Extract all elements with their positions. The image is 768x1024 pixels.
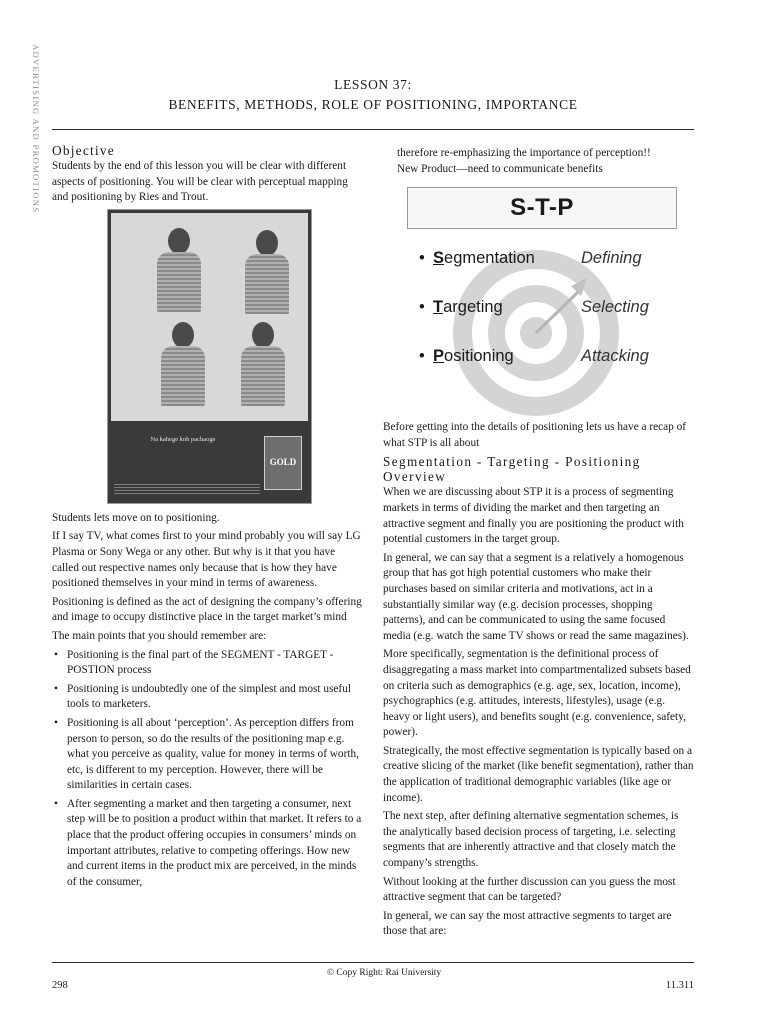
term-initial: P	[433, 347, 445, 366]
left-column	[52, 143, 364, 893]
product-pack-image	[264, 436, 302, 490]
paragraph: Positioning is defined as the act of designing the company’s offering and image to occupy distinctive place in the target market’s mind	[52, 595, 362, 624]
paragraph: Without looking at the further discussion can you guess the most attractive segment that can be targeted?	[383, 875, 676, 904]
lesson-title: BENEFITS, METHODS, ROLE OF POSITIONING, IMPORTANCE	[168, 97, 578, 112]
stp-banner: S-T-P	[407, 187, 677, 229]
list-item: • Positioning is the final part of the SEGMENT - TARGET - POSTION process	[67, 648, 364, 679]
person-figure-3	[152, 314, 214, 406]
stp-row-targeting	[419, 296, 679, 318]
term-initial: S	[433, 249, 445, 268]
stp-row-positioning	[419, 345, 679, 367]
stp-action: Attacking	[581, 347, 649, 366]
header-divider	[52, 129, 694, 130]
paragraph: New Product—need to communicate benefits	[397, 162, 603, 175]
term-initial: T	[433, 298, 444, 317]
course-code: 11.311	[665, 980, 694, 991]
footer-divider	[52, 962, 694, 963]
paragraph: therefore re-emphasizing the importance of perception!!	[397, 147, 651, 159]
objective-heading: Objective	[52, 143, 115, 158]
paragraph: The next step, after defining alternative segmentation schemes, is the analytically based decision process of targeting, i.e. selecting segments that are inherently attractive and that closely match the company’s strengths.	[383, 810, 679, 870]
ad-tagline: Na kahege koh pachaoge	[150, 435, 216, 443]
objective-text: Students by the end of this lesson you will be clear with different aspects of positioning. You will be clear with perceptual mapping and positioning by Ries and Trout.	[52, 160, 348, 204]
stp-term	[433, 247, 535, 269]
paragraph: Strategically, the most effective segmentation is typically based on a creative slicing of the market (like benefit segmentation), rather than the application of traditional demographic variables (like age or income).	[383, 744, 694, 804]
term-rest: egmentation	[444, 249, 535, 268]
paragraph: Students lets move on to positioning.	[52, 511, 220, 524]
right-column	[383, 146, 694, 943]
stp-action: Defining	[581, 249, 642, 268]
section-heading: Segmentation - Targeting - Positioning Overview	[383, 454, 641, 485]
lesson-number: LESSON 37:	[334, 77, 412, 92]
paragraph: More specifically, segmentation is the definitional process of disaggregating a mass market into compartmentalized subsets based on criteria such as demographics (e.g. age, sex, location, income), psychographics (e.g. attitudes, interests, lifestyles), usage (e.g. heavy or light users), and benefits sought (e.g. convenience, safety, power).	[383, 648, 691, 739]
person-figure-2	[236, 222, 298, 314]
stp-diagram	[383, 238, 694, 420]
bullet: •	[419, 249, 425, 268]
term-rest: ositioning	[444, 347, 514, 366]
copyright-notice: © Copy Right: Rai University	[326, 968, 442, 978]
paragraph: If I say TV, what comes first to your mind probably you will say LG Plasma or Sony Wega or any other. But why is it that you have called out respective names only because that is how they have positioned themselves in your mind in terms of awareness.	[52, 530, 361, 590]
paragraph: In general, we can say the most attractive segments to target are those that are:	[383, 909, 672, 938]
paragraph: When we are discussing about STP it is a process of segmenting markets in terms of dividing the market and then targeting an attractive segment and finally you are positioning the product with potential customers in the target group.	[383, 486, 684, 546]
paragraph: The main points that you should remember are:	[52, 629, 267, 642]
person-figure-4	[232, 314, 294, 406]
stp-term	[433, 345, 514, 367]
key-points-list	[52, 648, 364, 891]
term-rest: argeting	[443, 298, 503, 317]
list-item: • Positioning is undoubtedly one of the simplest and most useful tools to marketers.	[67, 682, 364, 713]
pack-label: GOLD	[269, 456, 297, 467]
bullet: •	[419, 347, 425, 366]
advertisement-photo	[107, 209, 312, 504]
lesson-header	[52, 76, 694, 114]
paragraph: In general, we can say that a segment is a relatively a homogenous group that has got high potential customers who make their purchases based on similar criteria and motivations, act in a substantially similar way (e.g. decision processes, shopping patterns), and can be communicated to using the same focused media (e.g. watch the same TV shows or read the same magazines).	[383, 551, 689, 642]
side-section-label: ADVERTISING AND PROMOTIONS	[31, 44, 41, 214]
stp-row-segmentation	[419, 247, 679, 269]
paragraph: Before getting into the details of positioning lets us have a recap of what STP is all about	[383, 421, 687, 449]
list-item: • Positioning is all about ‘perception’. As perception differs from person to person, so do the results of the positioning map e.g. what you perceive as quality, value for money in terms of worth, etc, is different to my perception. However, there will be similarities in certain cases.	[67, 716, 364, 794]
stp-action: Selecting	[581, 298, 649, 317]
page-number: 298	[52, 980, 68, 991]
bullet: •	[419, 298, 425, 317]
stp-term	[433, 296, 503, 318]
list-item: • After segmenting a market and then targeting a consumer, next step will be to position a product within that market. It refers to a place that the product offering occupies in consumers’ minds on important attributes, relative to competing offerings. How new and current items in the product mix are perceived, in the minds of the consumer,	[67, 797, 364, 891]
ad-fine-print	[114, 484, 260, 496]
person-figure-1	[148, 220, 210, 312]
